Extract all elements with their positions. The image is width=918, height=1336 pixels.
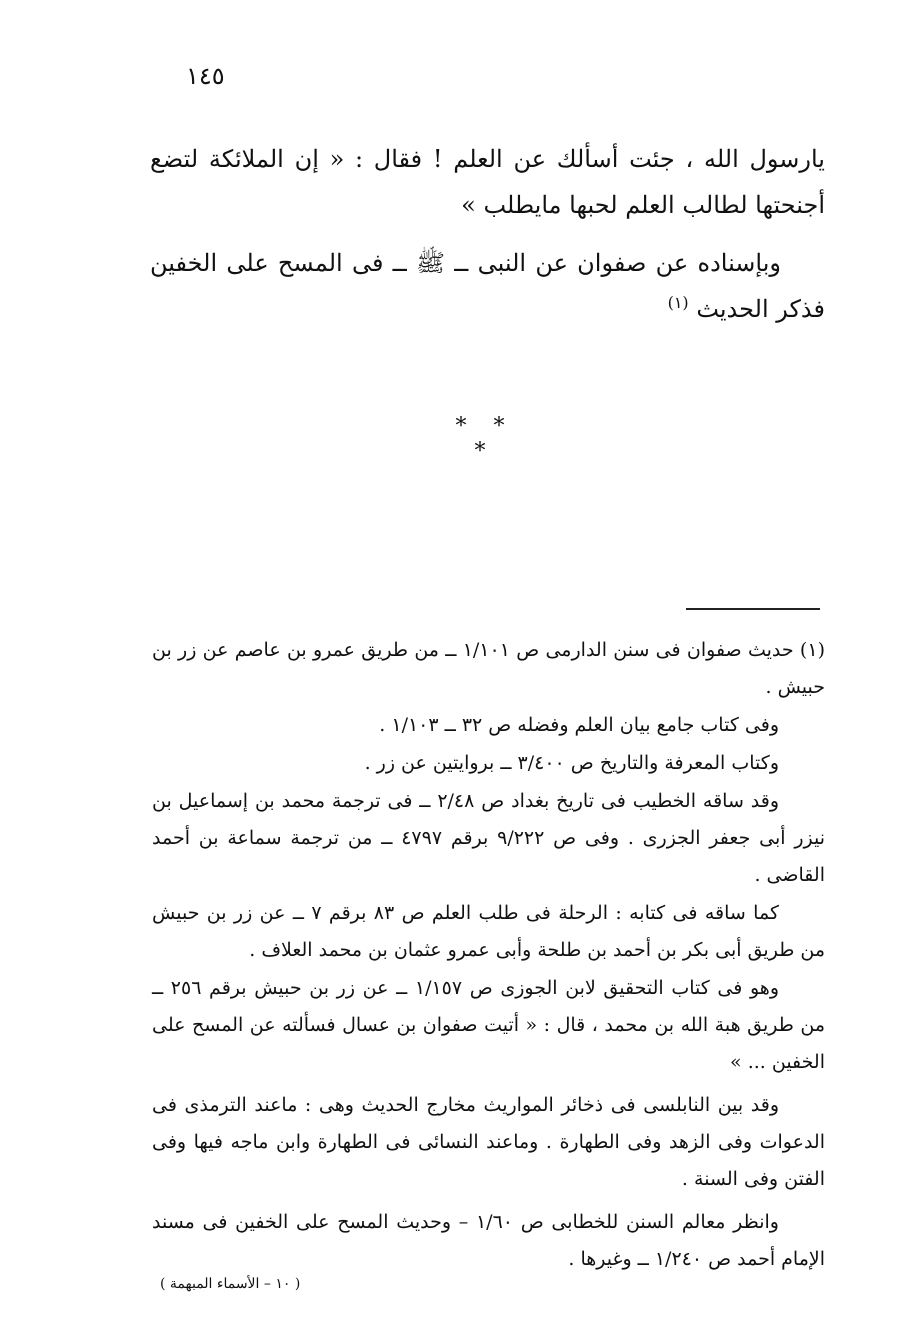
footnote-8: وانظر معالم السنن للخطابى ص ١/٦٠ – وحديث المسح على الخفين فى مسند الإمام أحمد ص ١/٢٤٠ ــ وغيرها . <box>152 1211 825 1270</box>
page-number: ١٤٥ <box>186 62 225 90</box>
footnotes <box>152 632 825 1279</box>
main-paragraph-2-text: وبإسناده عن صفوان عن النبى ــ ﷺ ــ فى المسح على الخفين فذكر الحديث <box>150 249 825 323</box>
footnote-6: وهو فى كتاب التحقيق لابن الجوزى ص ١/١٥٧ ــ عن زر بن حبيش برقم ٢٥٦ ــ من طريق هبة الله بن محمد ، قال : « أتيت صفوان بن عسال فسألته عن المسح على الخفين ... » <box>152 977 825 1073</box>
main-paragraph-1: يارسول الله ، جئت أسألك عن العلم ! فقال : « إن الملائكة لتضع أجنحتها لطالب العلم لحبها مايطلب » <box>150 145 825 219</box>
footnote-marker: (١) <box>667 293 689 312</box>
footnote-7: وقد بين النابلسى فى ذخائر المواريث مخارج الحديث وهى : ماعند الترمذى فى الدعوات وفى الزهد وفى الطهارة . وماعند النسائى فى الطهارة وابن ماجه فيها وفى الفتن وفى السنة . <box>152 1094 825 1190</box>
footnote-3: وكتاب المعرفة والتاريخ ص ٣/٤٠٠ ــ بروايتين عن زر . <box>364 752 779 774</box>
printer-signature-mark: ( ١٠ – الأسماء المبهمة ) <box>160 1276 301 1292</box>
footnote-2: وفى كتاب جامع بيان العلم وفضله ص ٣٢ ــ ١/١٠٣ . <box>379 714 779 736</box>
main-text <box>150 136 825 344</box>
footnote-1: (١) حديث صفوان فى سنن الدارمى ص ١/١٠١ ــ من طريق عمرو بن عاصم عن زر بن حبيش . <box>152 639 825 698</box>
main-paragraph-2 <box>150 240 825 332</box>
section-divider-stars: * * * <box>455 414 515 464</box>
footnote-5: كما ساقه فى كتابه : الرحلة فى طلب العلم ص ٨٣ برقم ٧ ــ عن زر بن حبيش من طريق أبى بكر بن أحمد بن طلحة وأبى عمرو عثمان بن محمد العلاف . <box>152 902 825 961</box>
footnote-4: وقد ساقه الخطيب فى تاريخ بغداد ص ٢/٤٨ ــ فى ترجمة محمد بن إسماعيل بن نيزر أبى جعفر الجزرى . وفى ص ٩/٢٢٢ برقم ٤٧٩٧ ــ من ترجمة سماعة بن أحمد القاضى . <box>152 790 825 886</box>
footnote-separator-rule <box>686 608 820 610</box>
